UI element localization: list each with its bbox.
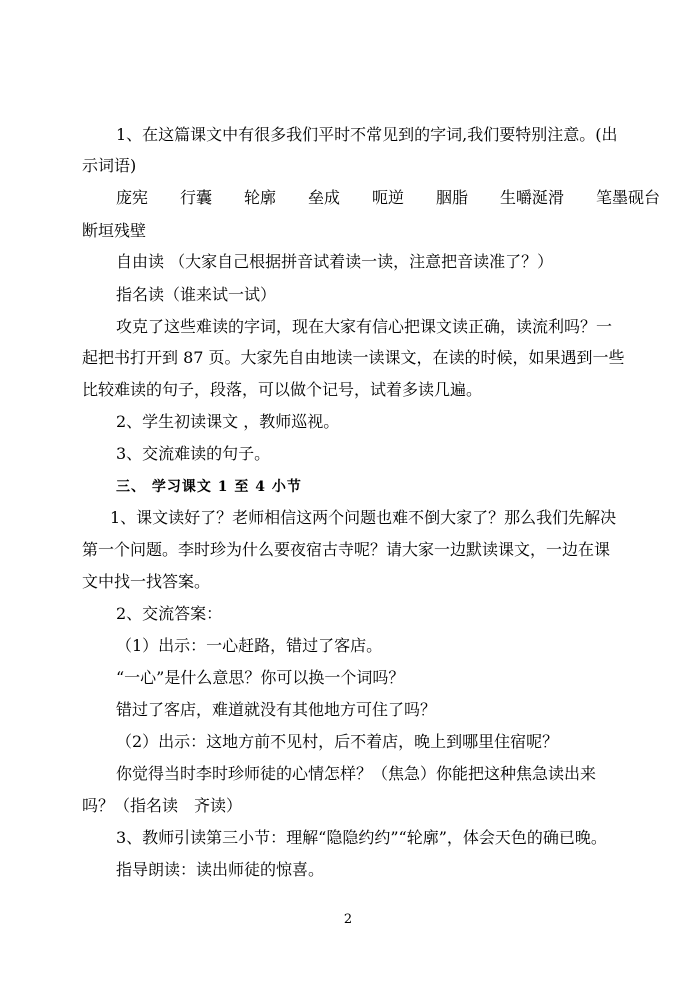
- text-line-7: 攻克了这些难读的字词，现在大家有信心把课文读正确，读流利吗？一: [116, 317, 613, 336]
- text-line-17: （1）出示：一心赶路，错过了客店。: [116, 636, 383, 655]
- text-line-1: 1、在这篇课文中有很多我们平时不常见到的字词,我们要特别注意。(出: [116, 125, 618, 144]
- text-line-10: 2、学生初读课文 ，教师巡视。: [116, 412, 340, 431]
- vocab-line-1: 庞宪 行囊 轮廓 垒成 呃逆 胭脂 生嚼涎滑 笔墨砚台: [116, 188, 661, 207]
- text-line-19: 错过了客店，难道就没有其他地方可住了吗？: [116, 700, 437, 719]
- text-line-15: 文中找一找答案。: [82, 572, 211, 591]
- text-line-23: 3、教师引读第三小节：理解“隐隐约约”“轮廓”，体会天色的确已晚。: [116, 828, 607, 847]
- text-line-18: “一心”是什么意思？你可以换一个词吗？: [116, 668, 405, 687]
- text-line-21: 你觉得当时李时珍师徒的心情怎样？（焦急）你能把这种焦急读出来: [116, 764, 597, 783]
- text-line-24: 指导朗读：读出师徒的惊喜。: [116, 860, 325, 879]
- text-line-8: 起把书打开到 87 页。大家先自由地读一读课文，在读的时候，如果遇到一些: [82, 348, 625, 367]
- text-line-11: 3、交流难读的句子。: [116, 444, 271, 463]
- text-line-22: 吗？（指名读 齐读）: [82, 796, 243, 815]
- vocab-line-2: 断垣残壁: [82, 221, 147, 240]
- text-line-16: 2、交流答案：: [116, 604, 223, 623]
- text-line-9: 比较难读的句子，段落，可以做个记号，试着多读几遍。: [82, 380, 483, 399]
- section-heading: 三、 学习课文 1 至 4 小节: [116, 479, 302, 495]
- text-line-6: 指名读（谁来试一试）: [116, 285, 277, 304]
- text-line-2: 示词语): [82, 156, 137, 175]
- page-number: 2: [343, 912, 353, 927]
- text-line-5: 自由读 （大家自己根据拼音试着读一读，注意把音读准了？）: [116, 252, 554, 271]
- text-line-14: 第一个问题。李时珍为什么要夜宿古寺呢？请大家一边默读课文，一边在课: [82, 540, 611, 559]
- text-line-20: （2）出示：这地方前不见村，后不着店，晚上到哪里住宿呢？: [116, 732, 559, 751]
- text-line-13: 1、课文读好了？老师相信这两个问题也难不倒大家了？那么我们先解决: [110, 508, 617, 527]
